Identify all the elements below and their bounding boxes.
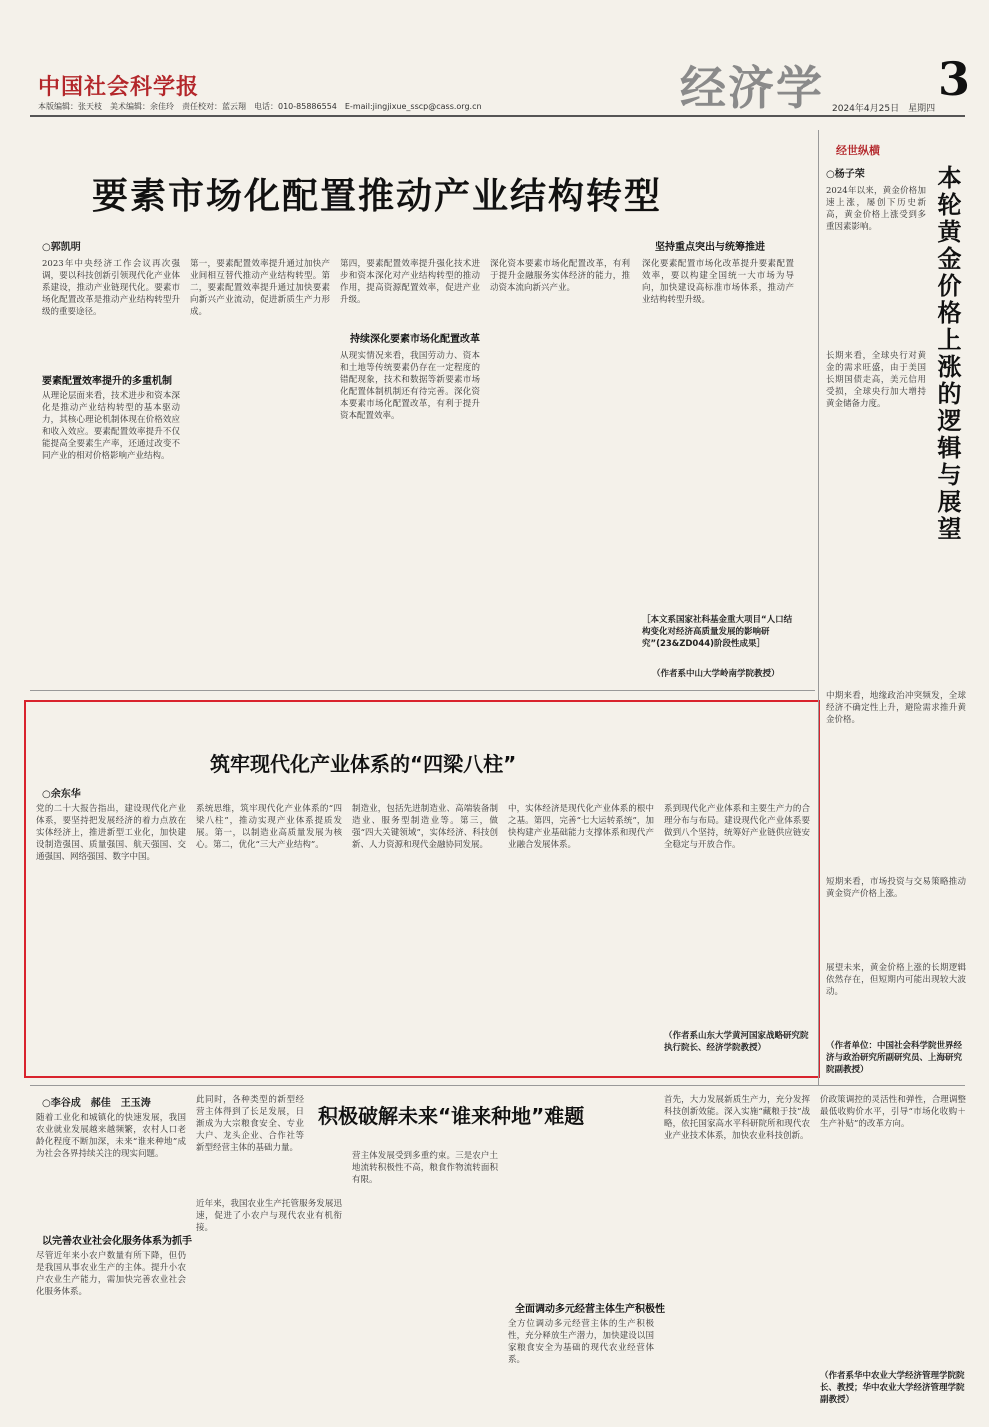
section-divider <box>30 690 815 691</box>
article4-title: 本轮黄金价格上涨的逻辑与展望 <box>933 165 961 543</box>
article2-paragraph: 系统思维，筑牢现代化产业体系的“四梁八柱”，推动实现产业体系提质发展。第一，以制造业高质量发展为核心。第二，优化“三大产业结构”。 <box>196 804 342 850</box>
section-title: 经济学 <box>680 61 824 115</box>
article3-paragraph: 此同时，各种类型的新型经营主体得到了长足发展，日渐成为大宗粮食安全、专业大户、龙头企业、合作社等新型经营主体的基础力量。 <box>196 1095 304 1153</box>
newspaper-logo: 中国社会科学报 <box>38 74 200 100</box>
article4-paragraph: 中期来看，地缘政治冲突频发，全球经济不确定性上升，避险需求推升黄金价格。 <box>826 691 966 725</box>
article1-subheading: 持续深化要素市场化配置改革 <box>350 334 480 345</box>
article1-title: 要素市场化配置推动产业结构转型 <box>92 176 663 217</box>
article3-paragraph: 首先，大力发展新质生产力，充分发挥科技创新效能。深入实施“藏粮于技”战略，依托国家高水平科研院所和现代农业产业技术体系，加快农业科技创新。 <box>664 1095 810 1141</box>
article3-subheading: 以完善农业社会化服务体系为抓手 <box>42 1236 192 1247</box>
article1-author-affiliation: （作者系中山大学岭南学院教授） <box>652 669 780 679</box>
article3-paragraph: 近年来，我国农业生产托管服务发展迅速，促进了小农户与现代农业有机衔接。 <box>196 1199 342 1233</box>
column-divider <box>818 130 819 1085</box>
article2-paragraph: 制造业，包括先进制造业、高端装备制造业、服务型制造业等。第三，做强“四大关键领域”，实体经济、科技创新、人力资源和现代金融协同发展。 <box>352 804 498 850</box>
article4-paragraph: 长期来看，全球央行对黄金的需求旺盛，由于美国长期国债走高，美元信用受损，全球央行加大增持黄金储备力度。 <box>826 351 926 409</box>
article4-author: ○杨子荣 <box>826 169 865 180</box>
article1-paragraph: 从理论层面来看，技术进步和资本深化是推动产业结构转型的基本驱动力，其核心理论机制体现在价格效应和收入效应。要素配置效率提升不仅能提高全要素生产率，还通过改变不同产业的相对价格影响产业结构。 <box>42 391 180 461</box>
article2-title: 筑牢现代化产业体系的“四梁八柱” <box>210 752 517 776</box>
article1-paragraph: 深化要素配置市场化改革提升要素配置效率，要以构建全国统一大市场为导向，加快建设高标准市场体系，推动产业结构转型升级。 <box>642 259 794 305</box>
article2-author: ○余东华 <box>42 789 81 800</box>
article3-author-affiliation: （作者系华中农业大学经济管理学院院长、教授；华中农业大学经济管理学院副教授） <box>820 1371 965 1405</box>
article3-paragraph: 全方位调动多元经营主体的生产积极性，充分释放生产潜力，加快建设以国家粮食安全为基础的现代农业经营体系。 <box>508 1319 654 1365</box>
masthead-credits: 本版编辑：张天枝 美术编辑：余佳玲 责任校对：蓝云翔 电话：010-85886554 E-mail:jingjixue_sscp@cass.org.cn <box>38 102 482 111</box>
article4-author-affiliation: （作者单位：中国社会科学院世界经济与政治研究所副研究员、上海研究院副教授） <box>826 1041 963 1075</box>
article1-paragraph: 深化资本要素市场化配置改革，有利于提升金融服务实体经济的能力，推动资本流向新兴产业。 <box>490 259 630 293</box>
article3-paragraph: 尽管近年来小农户数量有所下降，但仍是我国从事农业生产的主体。提升小农户农业生产能力，需加快完善农业社会化服务体系。 <box>36 1251 186 1297</box>
article4-lead: 2024年以来，黄金价格加速上涨，屡创下历史新高，黄金价格上涨受到多重因素影响。 <box>826 186 926 232</box>
article4-paragraph: 短期来看，市场投资与交易策略推动黄金资产价格上涨。 <box>826 877 966 899</box>
section-divider <box>30 1085 965 1086</box>
article3-paragraph: 随着工业化和城镇化的快速发展，我国农业就业发展越来越频繁，农村人口老龄化程度不断加深，未来“谁来种地”成为社会各界持续关注的现实问题。 <box>36 1113 186 1159</box>
article3-author: ○李谷成 郝佳 王玉涛 <box>42 1098 151 1109</box>
issue-date: 2024年4月25日 星期四 <box>832 104 936 114</box>
article2-paragraph: 中，实体经济是现代化产业体系的根中之基。第四，完善“七大运转系统”，加快构建产业基础能力支撑体系和现代产业融合发展体系。 <box>508 804 654 850</box>
article3-paragraph: 价政策调控的灵活性和弹性，合理调整最低收购价水平，引导“市场化收购＋生产补贴”的改革方向。 <box>820 1095 966 1129</box>
article2-paragraph: 党的二十大报告指出，建设现代化产业体系，要坚持把发展经济的着力点放在实体经济上，推进新型工业化，加快建设制造强国、质量强国、航天强国、交通强国、网络强国、数字中国。 <box>36 804 186 862</box>
article1-paragraph: 第四，要素配置效率提升强化技术进步和资本深化对产业结构转型的推动作用，提高资源配置效率，促进产业升级。 <box>340 259 480 305</box>
page-number: 3 <box>938 52 971 106</box>
article2-author-affiliation: （作者系山东大学黄河国家战略研究院执行院长、经济学院教授） <box>664 1031 809 1053</box>
masthead-rule <box>30 115 965 117</box>
article2-paragraph: 系到现代化产业体系和主要生产力的合理分布与布局。建设现代化产业体系要做到八个坚持，统筹好产业链供应链安全稳定与开放合作。 <box>664 804 810 850</box>
article1-author: ○郭凯明 <box>42 242 81 253</box>
article3-paragraph: 营主体发展受到多重约束。三是农户土地流转积极性不高，粮食作物流转面积有限。 <box>352 1151 498 1185</box>
article3-title: 积极破解未来“谁来种地”难题 <box>318 1104 585 1128</box>
article1-subheading: 要素配置效率提升的多重机制 <box>42 376 172 387</box>
article1-fund-note: ［本文系国家社科基金重大项目“人口结构变化对经济高质量发展的影响研究”(23&ZD044)阶段性成果］ <box>642 615 793 649</box>
article1-paragraph: 2023年中央经济工作会议再次强调，要以科技创新引领现代化产业体系建设，推动产业链现代化。要素市场化配置改革是推动产业结构转型升级的重要途径。 <box>42 259 180 317</box>
article1-paragraph: 从现实情况来看，我国劳动力、资本和土地等传统要素仍存在一定程度的错配现象，技术和数据等新要素市场化配置体制机制还有待完善。深化资本要素市场化配置改革，有利于提升资本配置效率。 <box>340 351 480 421</box>
column-tag: 经世纵横 <box>836 144 880 157</box>
article1-subheading: 坚持重点突出与统筹推进 <box>655 242 765 253</box>
article4-paragraph: 展望未来，黄金价格上涨的长期逻辑依然存在，但短期内可能出现较大波动。 <box>826 963 966 997</box>
article1-paragraph: 第一，要素配置效率提升通过加快产业间相互替代推动产业结构转型。第二，要素配置效率提升通过加快要素向新兴产业流动，促进新质生产力形成。 <box>190 259 330 317</box>
article3-subheading: 全面调动多元经营主体生产积极性 <box>515 1304 665 1315</box>
